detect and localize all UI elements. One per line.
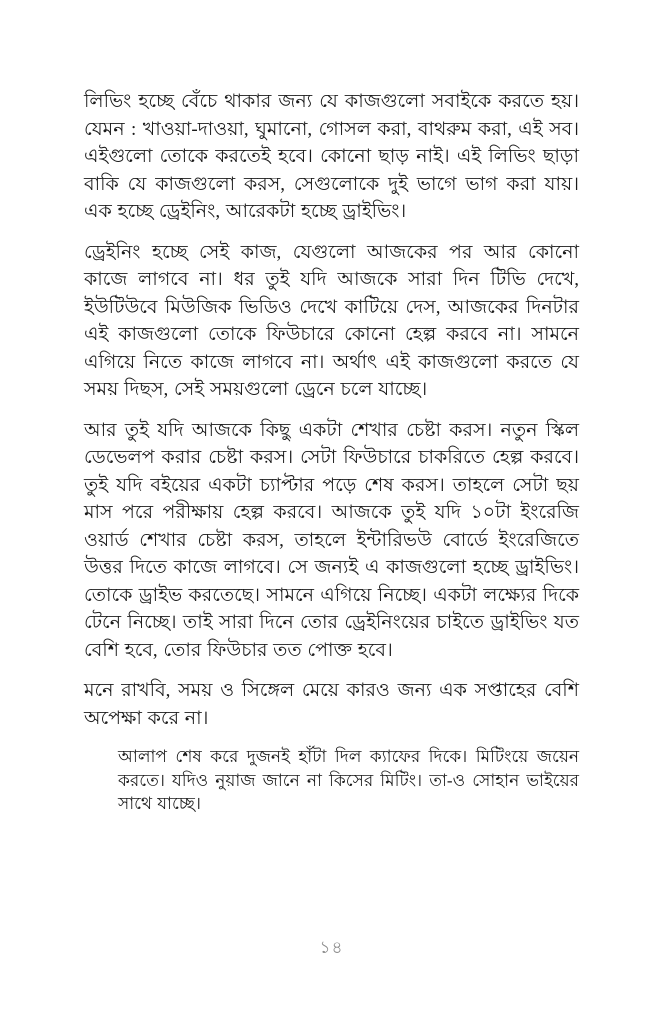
page-text-block: [84, 88, 579, 816]
page-number: ১৪: [319, 938, 344, 957]
paragraph-driving-definition: আর তুই যদি আজকে কিছু একটা শেখার চেষ্টা করস। নতুন স্কিল ডেভেলপ করার চেষ্টা করস। সেটা ফিউচারে চাকরিতে হেল্প করবে। তুই যদি বইয়ের একটা চ্যাপ্টার পড়ে শেষ করস। তাহলে সেটা ছয় মাস পরে পরীক্ষায় হেল্প করবে। আজকে তুই যদি ১০টা ইংরেজি ওয়ার্ড শেখার চেষ্টা করস, তাহলে ইন্টারিভউ বোর্ডে ইংরেজিতে উত্তর দিতে কাজে লাগবে। সে জন্যই এ কাজগুলো হচ্ছে ড্রাইভিং। তোকে ড্রাইভ করতেছে। সামনে এগিয়ে নিচ্ছে। একটা লক্ষ্যের দিকে টেনে নিচ্ছে। তাই সারা দিনে তোর ড্রেইনিংয়ের চাইতে ড্রাইভিং যত বেশি হবে, তোর ফিউচার তত পোক্ত হবে।: [84, 419, 579, 661]
paragraph-living-definition: লিভিং হচ্ছে বেঁচে থাকার জন্য যে কাজগুলো সবাইকে করতে হয়। যেমন : খাওয়া-দাওয়া, ঘুমানো, গোসল করা, বাথরুম করা, এই সব। এইগুলো তোকে করতেই হবে। কোনো ছাড় নাই। এই লিভিং ছাড়া বাকি যে কাজগুলো করস, সেগুলোকে দুই ভাগে ভাগ করা যায়। এক হচ্ছে ড্রেইনিং, আরেকটা হচ্ছে ড্রাইভিং।: [84, 91, 579, 222]
paragraph-narration: আলাপ শেষ করে দুজনই হাঁটা দিল ক্যাফের দিকে। মিটিংয়ে জয়েন করতে। যদিও নুয়াজ জানে না কিসের মিটিং। তা-ও সোহান ভাইয়ের সাথে যাচ্ছে।: [118, 747, 579, 813]
paragraph-remember-note: মনে রাখবি, সময় ও সিঙ্গেল মেয়ে কারও জন্য এক সপ্তাহের বেশি অপেক্ষা করে না।: [84, 680, 579, 729]
paragraph-draining-definition: ড্রেইনিং হচ্ছে সেই কাজ, যেগুলো আজকের পর আর কোনো কাজে লাগবে না। ধর তুই যদি আজকে সারা দিন টিভি দেখে, ইউটিউবে মিউজিক ভিডিও দেখে কাটিয়ে দেস, আজকের দিনটার এই কাজগুলো তোকে ফিউচারে কোনো হেল্প করবে না। সামনে এগিয়ে নিতে কাজে লাগবে না। অর্থাৎ এই কাজগুলো করতে যে সময় দিছস, সেই সময়গুলো ড্রেনে চলে যাচ্ছে।: [84, 241, 579, 400]
